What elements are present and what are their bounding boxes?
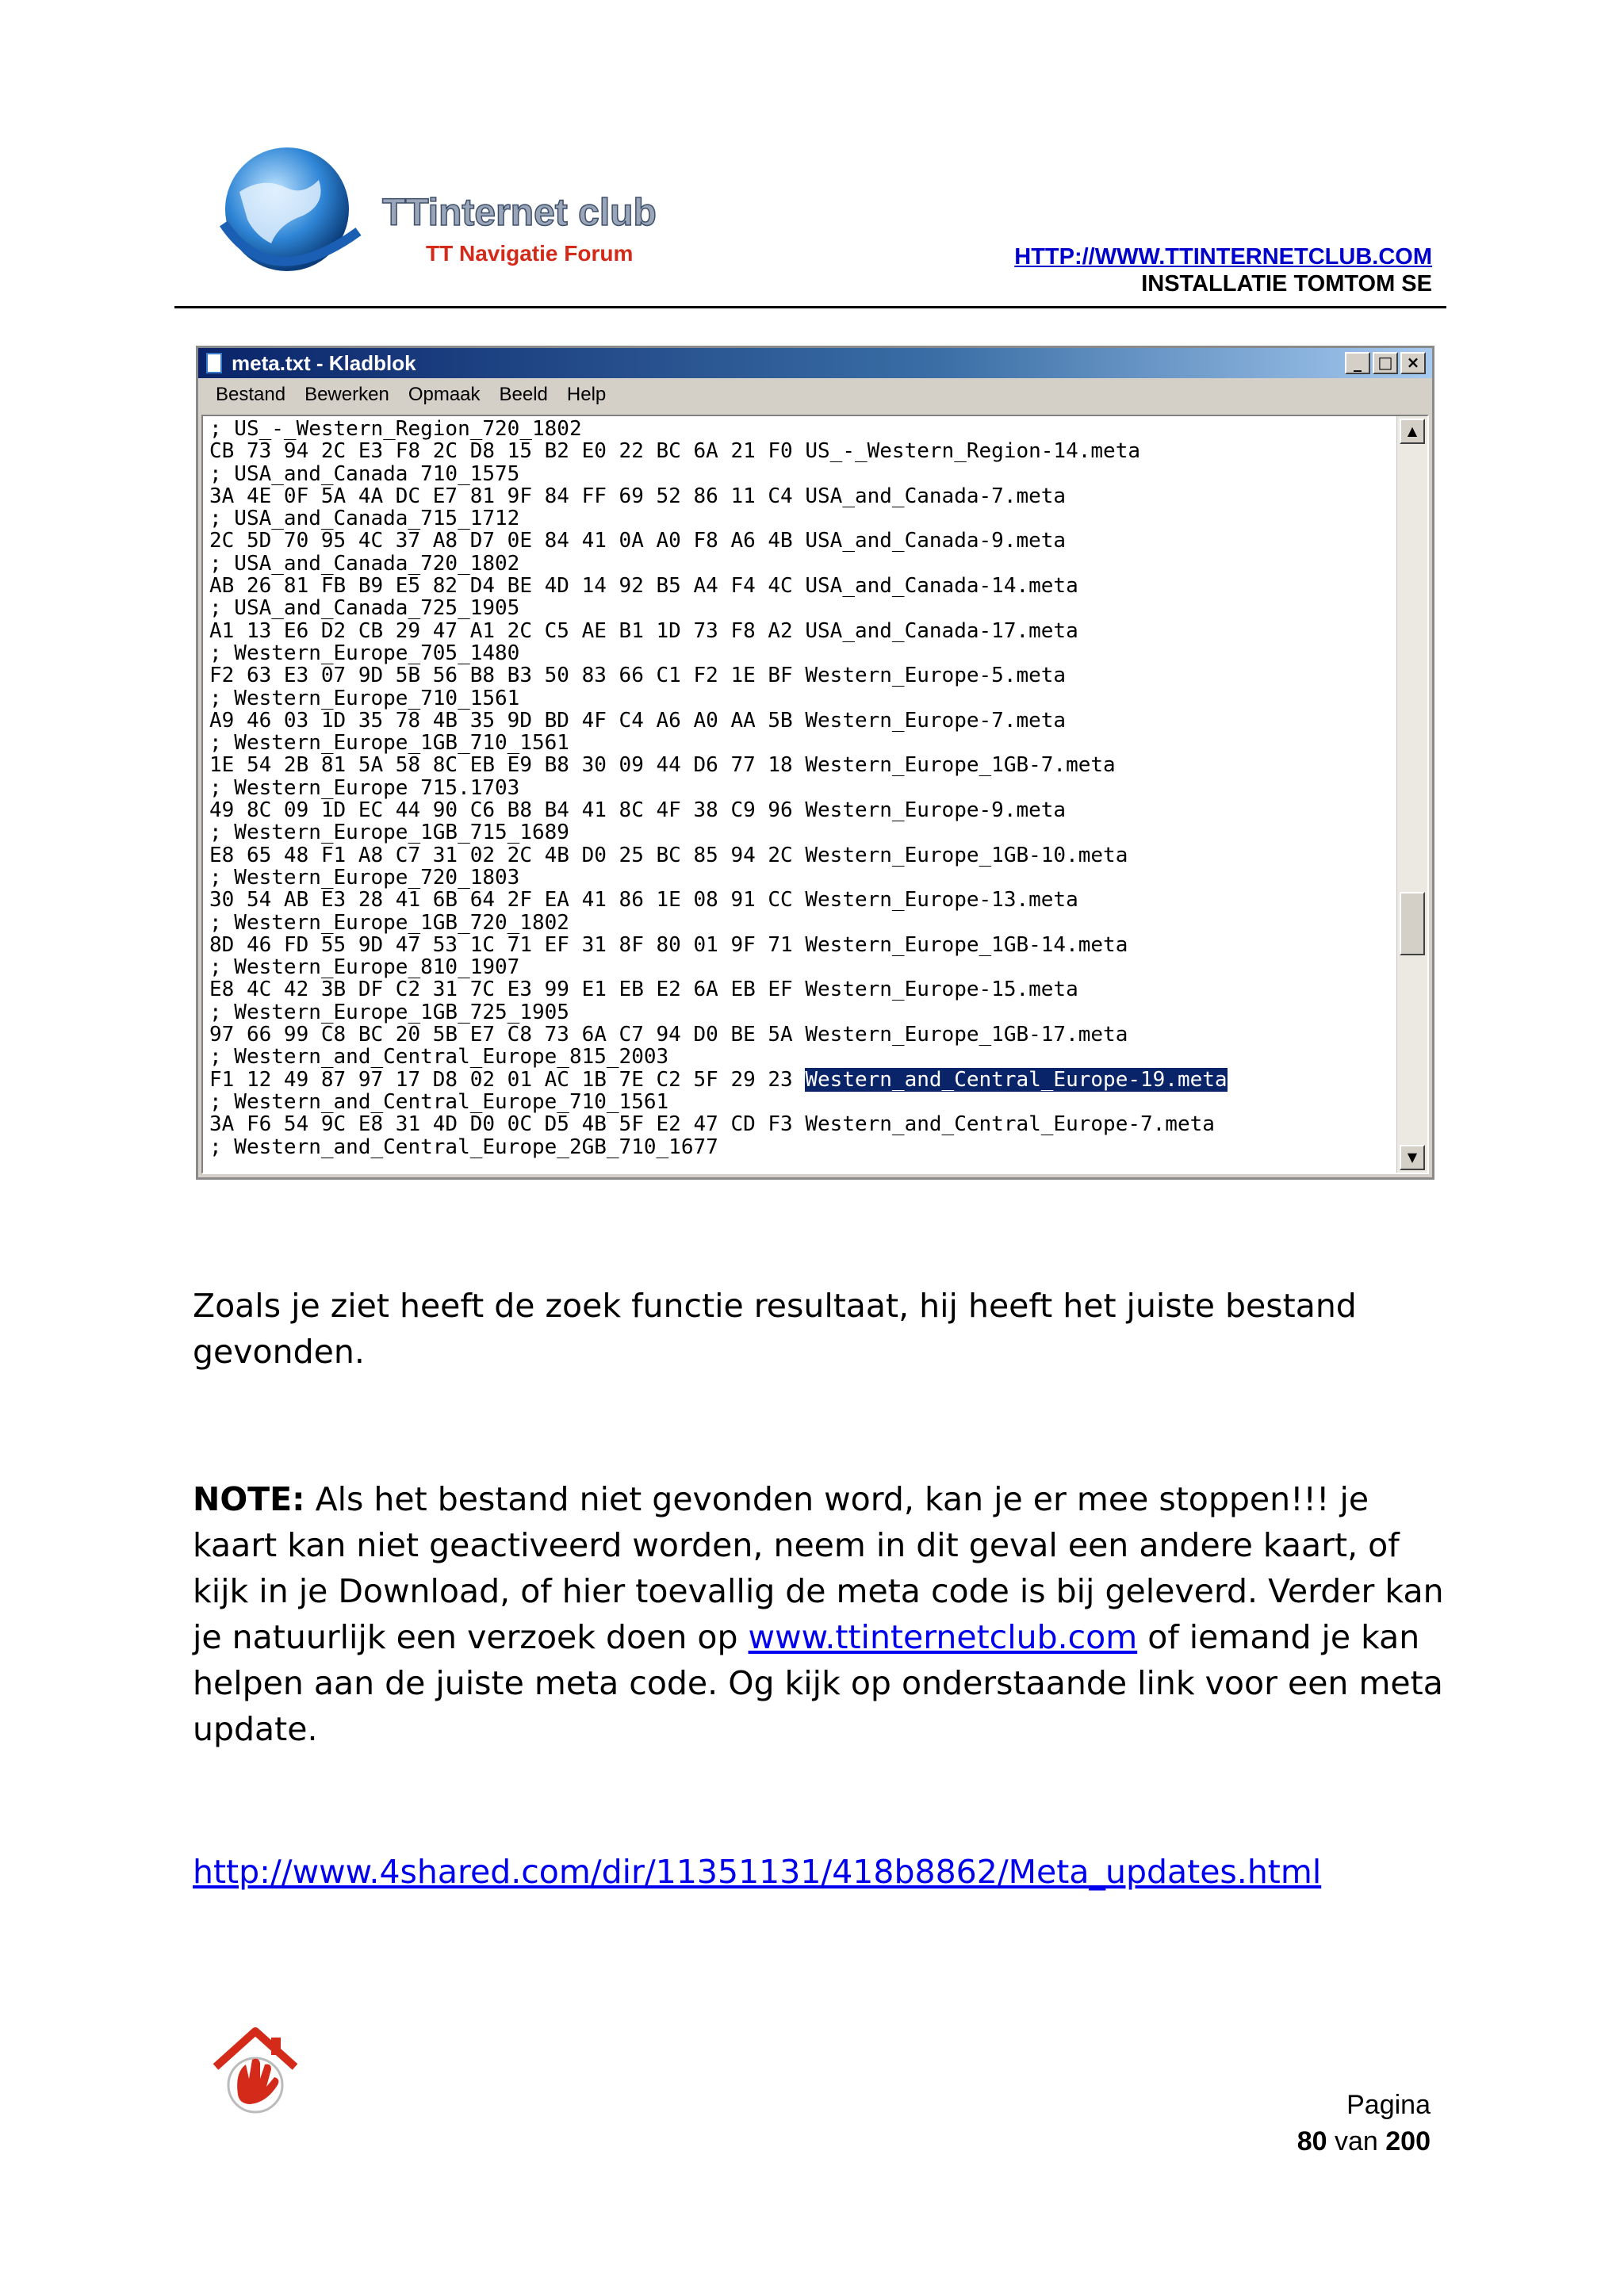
page-number: 80 [1297, 2126, 1327, 2156]
ttinternetclub-logo [208, 136, 684, 287]
search-selection: Western_and_Central_Europe-19.meta [805, 1067, 1228, 1092]
text-line: 1E 54 2B 81 5A 58 8C EB E9 B8 30 09 44 D6 77 18 Western_Europe_1GB-7.meta [209, 753, 1116, 778]
text-line: 2C 5D 70 95 4C 37 A8 D7 0E 84 41 0A A0 F8 A6 4B USA_and_Canada-9.meta [209, 529, 1067, 553]
text-line: ; USA_and_Canada_720_1802 [209, 551, 520, 576]
text-line: 97 66 99 C8 BC 20 5B E7 C8 73 6A C7 94 D0 BE 5A Western_Europe_1GB-17.meta [209, 1023, 1128, 1047]
header-url-link[interactable]: HTTP://WWW.TTINTERNETCLUB.COM [1014, 244, 1432, 270]
paragraph-result: Zoals je ziet heeft de zoek functie resultaat, hij heeft het juiste bestand gevonden. [193, 1287, 1357, 1371]
text-line: ; Western_Europe_1GB_720_1802 [209, 910, 569, 935]
page-header [1014, 243, 1432, 297]
text-line: E8 65 48 F1 A8 C7 31 02 2C 4B D0 25 BC 85 94 2C Western_Europe_1GB-10.meta [209, 843, 1128, 867]
window-controls [1345, 352, 1426, 374]
highlighted-line [209, 1069, 1388, 1091]
menu-beeld[interactable]: Beeld [499, 384, 548, 405]
text-line: ; Western_and_Central_Europe_2GB_710_1677 [209, 1135, 718, 1159]
text-line: ; US_-_Western_Region_720_1802 [209, 417, 582, 441]
scroll-thumb[interactable] [1400, 892, 1425, 955]
text-line: CB 73 94 2C E3 F8 2C D8 15 B2 E0 22 BC 6A 21 F0 US_-_Western_Region-14.meta [209, 439, 1140, 464]
note-text-2: of iemand je kan helpen aan de juiste meta code. Og kijk op onderstaande link voor een meta update. [193, 1618, 1443, 1748]
note-text-1: Als het bestand niet gevonden word, kan je er mee stoppen!!! je kaart kan niet geactiveerd worden, neem in dit geval een andere kaart, of kijk in je Download, of hier toevallig de meta code is bij geleverd. Verder kan je natuurlijk een verzoek doen op [193, 1480, 1444, 1656]
text-line: ; USA_and_Canada_725_1905 [209, 596, 520, 621]
notepad-icon [206, 353, 222, 373]
text-line: 30 54 AB E3 28 41 6B 64 2F EA 41 86 1E 08 91 CC Western_Europe-13.meta [209, 888, 1078, 913]
menu-bewerken[interactable]: Bewerken [304, 384, 389, 405]
minimize-button[interactable]: _ [1345, 352, 1370, 374]
text-line: AB 26 81 FB B9 E5 82 D4 BE 4D 14 92 B5 A4 F4 4C USA_and_Canada-14.meta [209, 574, 1078, 599]
logo-title: TTinternet club [382, 192, 657, 234]
text-line: F2 63 E3 07 9D 5B 56 B8 B3 50 83 66 C1 F2 1E BF Western_Europe-5.meta [209, 664, 1067, 688]
text-line: ; USA_and_Canada 710_1575 [209, 461, 520, 486]
notepad-title: meta.txt - Kladblok [232, 351, 416, 375]
menu-help[interactable]: Help [566, 384, 607, 405]
text-line: ; Western_Europe_1GB_710_1561 [209, 731, 569, 756]
text-line: ; Western_Europe_1GB_715_1689 [209, 821, 569, 845]
notepad-titlebar [198, 348, 1432, 378]
pagina-label: Pagina [1346, 2090, 1431, 2120]
text-line: ; Western_Europe_705_1480 [209, 641, 520, 665]
text-line: 3A F6 54 9C E8 31 4D D0 0C D5 4B 5F E2 47 CD F3 Western_and_Central_Europe-7.meta [209, 1112, 1215, 1137]
paragraph-link [193, 1849, 1446, 1895]
text-line: A9 46 03 1D 35 78 4B 35 9D BD 4F C4 A6 A0 AA 5B Western_Europe-7.meta [209, 708, 1067, 733]
header-doc-title: INSTALLATIE TOMTOM SE [1141, 271, 1432, 297]
menu-bestand[interactable]: Bestand [216, 384, 286, 405]
note-label: NOTE: [193, 1480, 305, 1518]
scroll-down-icon[interactable]: ▼ [1400, 1145, 1425, 1170]
text-line: ; Western_Europe 715.1703 [209, 775, 520, 800]
meta-updates-link[interactable]: http://www.4shared.com/dir/11351131/418b8862/Meta_updates.html [193, 1853, 1322, 1891]
text-line: ; Western_Europe_710_1561 [209, 686, 520, 710]
highlighted-line-prefix: F1 12 49 87 97 17 D8 02 01 AC 1B 7E C2 5F 29 23 [209, 1067, 806, 1092]
text-line: 49 8C 09 1D EC 44 90 C6 B8 B4 41 8C 4F 38 C9 96 Western_Europe-9.meta [209, 798, 1067, 823]
text-line: ; USA_and_Canada_715_1712 [209, 507, 520, 531]
total-pages: 200 [1385, 2126, 1431, 2156]
text-line: A1 13 E6 D2 CB 29 47 A1 2C C5 AE B1 1D 73 F8 A2 USA_and_Canada-17.meta [209, 618, 1078, 643]
notepad-lines [209, 418, 1388, 1158]
van-label: van [1334, 2126, 1378, 2156]
text-line: ; Western_and_Central_Europe_710_1561 [209, 1089, 669, 1114]
text-line: ; Western_Europe_720_1803 [209, 865, 520, 890]
notepad-menubar [198, 378, 1432, 411]
notepad-window [196, 346, 1434, 1180]
paragraph-note [193, 1476, 1446, 1752]
vertical-scrollbar[interactable] [1396, 416, 1427, 1173]
text-line: ; Western_Europe_810_1907 [209, 955, 520, 980]
close-button[interactable]: × [1400, 352, 1426, 374]
house-hand-icon [208, 2023, 303, 2118]
text-line: 3A 4E 0F 5A 4A DC E7 81 9F 84 FF 69 52 86 11 C4 USA_and_Canada-7.meta [209, 484, 1067, 508]
text-line: E8 4C 42 3B DF C2 31 7C E3 99 E1 EB E2 6A EB EF Western_Europe-15.meta [209, 978, 1078, 1002]
logo-subtitle: TT Navigatie Forum [426, 241, 634, 266]
text-line: ; Western_and_Central_Europe_815_2003 [209, 1045, 669, 1070]
notepad-text-area[interactable] [201, 415, 1429, 1174]
page-number-block [1297, 2087, 1431, 2160]
scroll-up-icon[interactable]: ▲ [1400, 419, 1425, 444]
maximize-button[interactable]: □ [1373, 352, 1398, 374]
ttinternetclub-link[interactable]: www.ttinternetclub.com [748, 1618, 1138, 1656]
menu-opmaak[interactable]: Opmaak [408, 384, 481, 405]
header-divider [174, 306, 1446, 308]
text-line: ; Western_Europe_1GB_725_1905 [209, 1000, 569, 1024]
text-line: 8D 46 FD 55 9D 47 53 1C 71 EF 31 8F 80 01 9F 71 Western_Europe_1GB-14.meta [209, 932, 1128, 957]
